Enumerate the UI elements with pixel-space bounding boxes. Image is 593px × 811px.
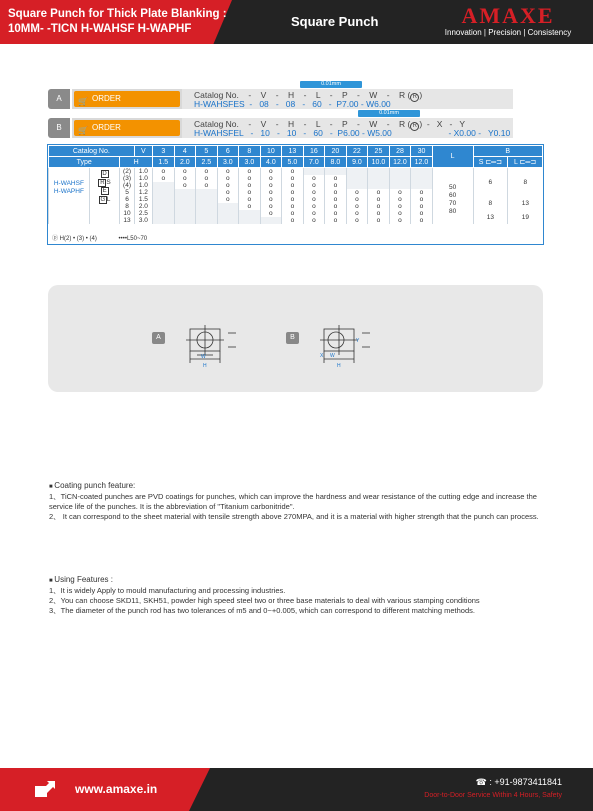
availability-cell: o (239, 189, 261, 196)
l-value: 70 (449, 200, 457, 207)
availability-cell (153, 189, 175, 196)
coating-p1: 1、TiCN-coated punches are PVD coatings for punches, which can improve the hardness and wear resistance of the cutting edge and increase the service life of the punches. It is the abbreviation of "Titanium carbonitride". (49, 492, 537, 511)
features-p1: 1、It is widely Apply to mould manufacturing and processing industries. (49, 586, 286, 595)
availability-cell: o (346, 189, 368, 196)
availability-cell (389, 175, 411, 182)
availability-cell: o (325, 182, 347, 189)
shape-r (90, 179, 120, 188)
availability-cell (196, 203, 218, 210)
availability-cell: o (196, 168, 218, 176)
row-code: 10 (120, 210, 134, 217)
availability-cell (368, 168, 390, 176)
v-value-3: 3 (153, 146, 175, 157)
availability-cell: o (260, 203, 282, 210)
v-value-16: 16 (303, 146, 325, 157)
coating-section (49, 481, 544, 522)
availability-cell: o (303, 196, 325, 203)
availability-cell: o (282, 217, 304, 224)
availability-cell: o (325, 210, 347, 217)
availability-cell (196, 196, 218, 203)
features-heading: ■ Using Features : (49, 575, 544, 586)
availability-cell: o (282, 210, 304, 217)
v-value-6: 6 (217, 146, 239, 157)
brand (433, 4, 583, 38)
availability-cell: o (260, 196, 282, 203)
b-value: 19 (508, 210, 543, 224)
availability-cell: o (303, 175, 325, 182)
availability-cell: o (346, 217, 368, 224)
features-p2: 2、You can choose SKD11, SKH51, powder high speed steel two or three base materials to deal with various stamping conditions (49, 596, 480, 605)
order-tab-b: B (48, 118, 70, 138)
availability-cell: o (260, 168, 282, 176)
v-value-8: 8 (239, 146, 261, 157)
shape-cell (89, 168, 120, 225)
footer-url[interactable]: www.amaxe.in (75, 782, 158, 796)
availability-cell: o (282, 203, 304, 210)
availability-cell (346, 175, 368, 182)
availability-cell: o (217, 168, 239, 176)
availability-cell: o (389, 203, 411, 210)
availability-cell: o (217, 175, 239, 182)
cart-icon: 🛒 (78, 126, 88, 135)
type-header: Type (49, 157, 120, 168)
row-code: 13 (120, 217, 134, 224)
row-h: 1.2 (134, 189, 152, 196)
spec-table (48, 145, 543, 224)
section-title: Square Punch (291, 14, 379, 29)
availability-cell: o (217, 182, 239, 189)
diagram-b (312, 321, 392, 377)
availability-cell: o (389, 210, 411, 217)
availability-cell (411, 168, 433, 176)
b-sub-label: L (513, 159, 518, 166)
availability-cell (217, 210, 239, 217)
availability-cell: o (325, 175, 347, 182)
row-h: 1.0 (134, 168, 152, 176)
availability-cell: o (282, 175, 304, 182)
row-code: 8 (120, 203, 134, 210)
row-h: 1.5 (134, 196, 152, 203)
footer-phone[interactable]: ☎ : +91-9873411841 (475, 777, 562, 787)
order-catalog-a (182, 89, 513, 109)
availability-cell: o (325, 196, 347, 203)
availability-cell: o (346, 196, 368, 203)
row-h: 3.0 (134, 217, 152, 224)
availability-cell: o (346, 210, 368, 217)
availability-cell: o (239, 196, 261, 203)
availability-cell (174, 189, 196, 196)
availability-cell (174, 217, 196, 224)
page-title: Square Punch for Thick Plate Blanking : 10MM- -TICN H-WAHSF H-WAPHF (8, 8, 227, 35)
availability-cell: o (325, 217, 347, 224)
availability-cell: o (368, 196, 390, 203)
availability-cell (196, 210, 218, 217)
availability-cell: o (389, 189, 411, 196)
availability-cell (153, 196, 175, 203)
shape-letter: G (100, 196, 106, 203)
row-h: 1.0 (134, 182, 152, 189)
features-p3: 3、The diameter of the punch rod has two tolerances of m5 and 0~+0.005, which can correspond to different matching methods. (49, 606, 475, 615)
type-name: H-WAPHF (53, 188, 84, 195)
availability-cell (217, 217, 239, 224)
b-value: 13 (508, 196, 543, 210)
footer-bar (0, 768, 593, 811)
v-value-13: 13 (282, 146, 304, 157)
tolerance-badge-a: 0.01mm (300, 81, 362, 88)
availability-cell: o (368, 210, 390, 217)
b-value: 6 (473, 168, 508, 197)
note-h-text: H(2) • (3) • (4) (59, 236, 97, 242)
v-value-25: 25 (368, 146, 390, 157)
v-value-20: 20 (325, 146, 347, 157)
r-mark: R (410, 93, 419, 102)
availability-cell: o (303, 217, 325, 224)
h-value: 1.5 (153, 157, 175, 168)
shape-letter: D (102, 171, 107, 177)
l-value: 60 (449, 192, 457, 199)
availability-cell (153, 182, 175, 189)
v-value-10: 10 (260, 146, 282, 157)
diagram-label-a: A (152, 332, 165, 344)
brand-logo: AMAXE (461, 3, 555, 28)
row-h: 2.0 (134, 203, 152, 210)
order-row-b (48, 110, 513, 140)
v-value-28: 28 (389, 146, 411, 157)
availability-cell (368, 182, 390, 189)
availability-cell (411, 182, 433, 189)
note-l: ••••L50~70 (118, 236, 148, 242)
availability-cell: o (217, 196, 239, 203)
h-value: 2.5 (196, 157, 218, 168)
h-value: 12.0 (389, 157, 411, 168)
availability-cell: o (303, 203, 325, 210)
catalog-header-end: ) - X - Y (419, 119, 465, 129)
dim-h-a: H (203, 363, 207, 369)
availability-cell: o (411, 196, 433, 203)
availability-cell (325, 168, 347, 176)
cart-icon: 🛒 (78, 97, 88, 106)
b-value: 8 (508, 168, 543, 197)
coating-heading: ■ Coating punch feature: (49, 481, 544, 492)
v-value-5: 5 (196, 146, 218, 157)
availability-cell: o (389, 196, 411, 203)
diagram-panel (48, 285, 543, 392)
availability-cell: o (325, 203, 347, 210)
catalog-no-header: Catalog No. (49, 146, 135, 157)
b-l-header (508, 157, 543, 168)
h-value: 10.0 (368, 157, 390, 168)
availability-cell (346, 182, 368, 189)
pin-icon: ⊏═⊐ (517, 159, 537, 166)
availability-cell: o (153, 175, 175, 182)
order-button-b[interactable] (74, 120, 180, 136)
availability-cell (239, 210, 261, 217)
availability-cell: o (282, 196, 304, 203)
availability-cell: o (303, 210, 325, 217)
order-catalog-b (182, 118, 513, 138)
availability-cell (217, 203, 239, 210)
availability-cell (303, 168, 325, 176)
availability-cell: o (260, 189, 282, 196)
row-h: 1.0 (134, 175, 152, 182)
h-value: 3.0 (217, 157, 239, 168)
h-value: 4.0 (260, 157, 282, 168)
h-value: 12.0 (411, 157, 433, 168)
v-header: V (134, 146, 152, 157)
l-value: 80 (449, 208, 457, 215)
availability-cell (368, 175, 390, 182)
diagram-a (178, 321, 258, 377)
v-value-22: 22 (346, 146, 368, 157)
h-value: 7.0 (303, 157, 325, 168)
availability-cell (260, 217, 282, 224)
row-code: (3) (120, 175, 134, 182)
l-header: L (432, 146, 473, 168)
availability-cell: o (303, 189, 325, 196)
l-value: 50 (449, 184, 457, 191)
h-value: 2.0 (174, 157, 196, 168)
share-arrow-icon (34, 780, 56, 798)
availability-cell: o (368, 203, 390, 210)
availability-cell: o (239, 182, 261, 189)
header-bar (0, 0, 593, 44)
h-value: 8.0 (325, 157, 347, 168)
b-value: 13 (473, 210, 508, 224)
availability-cell (196, 189, 218, 196)
tolerance-badge-b: 0.01mm (358, 110, 420, 117)
order-button-label: ORDER (92, 123, 121, 132)
availability-cell: o (368, 217, 390, 224)
availability-cell (346, 168, 368, 176)
b-value: 8 (473, 196, 508, 210)
availability-cell: o (411, 217, 433, 224)
availability-cell: o (196, 182, 218, 189)
availability-cell: o (260, 175, 282, 182)
availability-cell: o (346, 203, 368, 210)
availability-cell: o (325, 189, 347, 196)
availability-cell (174, 210, 196, 217)
availability-cell: o (239, 175, 261, 182)
row-code: 5 (120, 189, 134, 196)
h-value: 3.0 (239, 157, 261, 168)
brand-tagline: Innovation | Precision | Consistency (444, 28, 572, 37)
dim-w-b: W (330, 353, 335, 359)
l-values-cell (432, 168, 473, 225)
pin-icon: ⊏═⊐ (483, 159, 503, 166)
availability-cell (411, 175, 433, 182)
availability-cell: o (196, 175, 218, 182)
availability-cell: o (217, 189, 239, 196)
availability-cell: o (239, 168, 261, 176)
order-row-a (48, 81, 513, 111)
shape-g (90, 196, 120, 205)
catalog-header-text: Catalog No. - V - H - L - P - W - R ( (194, 119, 411, 129)
features-section (49, 575, 544, 616)
availability-cell (389, 182, 411, 189)
coating-p2: 2、 It can correspond to the sheet material with tensile strength above 270MPA, and it is a material with higher strength that the punch can process. (49, 512, 539, 521)
row-code: (2) (120, 168, 134, 176)
r-mark: R (410, 122, 419, 131)
table-note (52, 233, 157, 242)
order-tab-a: A (48, 89, 70, 109)
order-button-a[interactable] (74, 91, 180, 107)
availability-cell (153, 203, 175, 210)
diagram-label-b: B (286, 332, 299, 344)
h-value: 5.0 (282, 157, 304, 168)
b-sub-label: S (478, 159, 484, 166)
v-value-30: 30 (411, 146, 433, 157)
availability-cell: o (260, 210, 282, 217)
h-header: H (120, 157, 153, 168)
availability-cell (153, 217, 175, 224)
shape-type-label: S (106, 178, 111, 186)
type-name: H-WAHSF (53, 180, 84, 187)
availability-cell: o (153, 168, 175, 176)
availability-cell (389, 168, 411, 176)
table-row (49, 168, 543, 176)
availability-cell: o (239, 203, 261, 210)
availability-cell: o (368, 189, 390, 196)
note-h: ⓟ H(2) • (3) • (4) (52, 236, 97, 242)
availability-cell: o (303, 182, 325, 189)
availability-cell: o (389, 217, 411, 224)
row-h: 2.5 (134, 210, 152, 217)
catalog-example-b: H-WAHSFEL - 10 - 10 - 60 - P6.00 - W5.00 - X0.00 - Y0.10 (194, 128, 511, 138)
availability-cell: o (174, 175, 196, 182)
catalog-header-end: ) (419, 90, 423, 100)
footer-service: Door-to-Door Service Within 4 Hours, Safety (424, 792, 562, 799)
dim-w-a: W (201, 354, 206, 360)
type-cell (49, 168, 90, 225)
availability-cell (174, 196, 196, 203)
catalog-example-a: H-WAHSFES - 08 - 08 - 60 - P7.00 - W6.00 (194, 99, 391, 109)
availability-cell (239, 217, 261, 224)
availability-cell (196, 217, 218, 224)
availability-cell (174, 203, 196, 210)
availability-cell (153, 210, 175, 217)
availability-cell: o (411, 210, 433, 217)
dim-y-b: Y (356, 338, 360, 344)
shape-e (90, 187, 120, 196)
availability-cell: o (282, 182, 304, 189)
v-value-4: 4 (174, 146, 196, 157)
shape-type-label: L (106, 195, 111, 203)
order-button-label: ORDER (92, 94, 121, 103)
row-code: (4) (120, 182, 134, 189)
b-s-header (473, 157, 508, 168)
availability-cell: o (282, 189, 304, 196)
dim-h-b: H (337, 363, 341, 369)
availability-cell: o (411, 189, 433, 196)
availability-cell: o (411, 203, 433, 210)
availability-cell: o (282, 168, 304, 176)
dim-x-b: X (320, 353, 324, 359)
shape-letter: E (102, 188, 107, 194)
row-code: 6 (120, 196, 134, 203)
shape-d (90, 170, 120, 179)
availability-cell: o (174, 182, 196, 189)
h-value: 9.0 (346, 157, 368, 168)
b-header: B (473, 146, 542, 157)
availability-cell: o (260, 182, 282, 189)
availability-cell: o (174, 168, 196, 176)
shape-letter: R (100, 179, 105, 186)
catalog-header-text: Catalog No. - V - H - L - P - W - R ( (194, 90, 411, 100)
